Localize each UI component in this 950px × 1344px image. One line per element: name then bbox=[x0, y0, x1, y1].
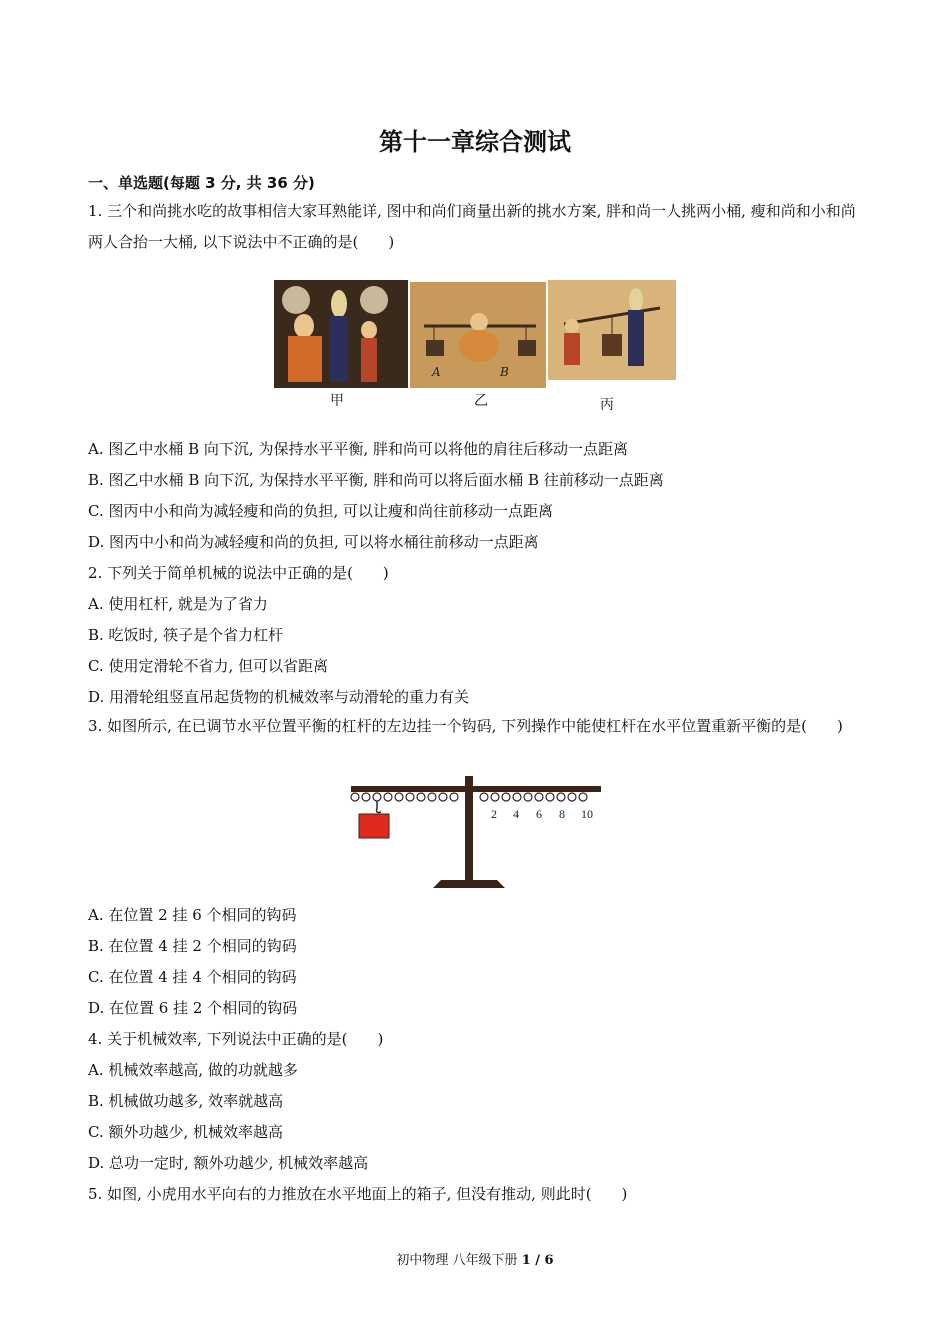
q4-option-b: B. 机械做功越多, 效率就越高 bbox=[88, 1092, 284, 1110]
q3-option-a: A. 在位置 2 挂 6 个相同的钩码 bbox=[88, 906, 297, 924]
q1-option-c: C. 图丙中小和尚为减轻瘦和尚的负担, 可以让瘦和尚往前移动一点距离 bbox=[88, 502, 554, 520]
figure-label-jia: 甲 bbox=[330, 393, 344, 409]
monks-figure bbox=[274, 278, 676, 413]
lever-figure bbox=[345, 772, 607, 894]
bucket-a-label: A bbox=[432, 365, 441, 379]
q2-option-c: C. 使用定滑轮不省力, 但可以省距离 bbox=[88, 657, 329, 675]
figure-label-yi: 乙 bbox=[474, 393, 488, 409]
q4-option-d: D. 总功一定时, 额外功越少, 机械效率越高 bbox=[88, 1154, 369, 1172]
q4-option-c: C. 额外功越少, 机械效率越高 bbox=[88, 1123, 284, 1141]
question-3-stem: 3. 如图所示, 在已调节水平位置平衡的杠杆的左边挂一个钩码, 下列操作中能使杠杆在水平位置重新平衡的是( ) bbox=[88, 717, 843, 735]
question-4-stem: 4. 关于机械效率, 下列说法中正确的是( ) bbox=[88, 1030, 384, 1048]
bucket-b-label: B bbox=[500, 365, 509, 379]
q3-option-d: D. 在位置 6 挂 2 个相同的钩码 bbox=[88, 999, 298, 1017]
question-2-stem: 2. 下列关于简单机械的说法中正确的是( ) bbox=[88, 564, 389, 582]
q2-option-b: B. 吃饭时, 筷子是个省力杠杆 bbox=[88, 626, 284, 644]
page-title: 第十一章综合测试 bbox=[379, 128, 571, 156]
panel-jia bbox=[274, 280, 408, 388]
question-1-stem: 1. 三个和尚挑水吃的故事相信大家耳熟能详, 图中和尚们商量出新的挑水方案, 胖和尚一人挑两小桶, 瘦和尚和小和尚两人合抬一大桶, 以下说法中不正确的是( ) bbox=[88, 202, 856, 251]
scale-label-4: 4 bbox=[513, 807, 519, 821]
q1-option-a: A. 图乙中水桶 B 向下沉, 为保持水平平衡, 胖和尚可以将他的肩往后移动一点距离 bbox=[88, 440, 629, 458]
scale-label-10: 10 bbox=[581, 807, 593, 821]
q2-option-d: D. 用滑轮组竖直吊起货物的机械效率与动滑轮的重力有关 bbox=[88, 688, 470, 706]
panel-bing bbox=[548, 280, 676, 380]
panel-yi bbox=[410, 282, 546, 388]
q3-option-c: C. 在位置 4 挂 4 个相同的钩码 bbox=[88, 968, 297, 986]
footer-subject: 初中物理 八年级下册 bbox=[396, 1253, 518, 1268]
page-footer bbox=[0, 1249, 950, 1268]
scale-label-6: 6 bbox=[536, 807, 542, 821]
page-number: 1 / 6 bbox=[521, 1253, 554, 1268]
question-5-stem: 5. 如图, 小虎用水平向右的力推放在水平地面上的箱子, 但没有推动, 则此时( ) bbox=[88, 1185, 628, 1203]
q1-option-d: D. 图丙中小和尚为减轻瘦和尚的负担, 可以将水桶往前移动一点距离 bbox=[88, 533, 539, 551]
scale-label-2: 2 bbox=[491, 807, 497, 821]
q2-option-a: A. 使用杠杆, 就是为了省力 bbox=[88, 595, 268, 613]
q3-option-b: B. 在位置 4 挂 2 个相同的钩码 bbox=[88, 937, 297, 955]
figure-label-bing: 丙 bbox=[600, 397, 614, 413]
scale-label-8: 8 bbox=[559, 807, 565, 821]
q1-option-b: B. 图乙中水桶 B 向下沉, 为保持水平平衡, 胖和尚可以将后面水桶 B 往前移动一点距离 bbox=[88, 471, 664, 489]
section-heading: 一、单选题(每题 3 分, 共 36 分) bbox=[88, 174, 315, 192]
q4-option-a: A. 机械效率越高, 做的功就越多 bbox=[88, 1061, 298, 1079]
